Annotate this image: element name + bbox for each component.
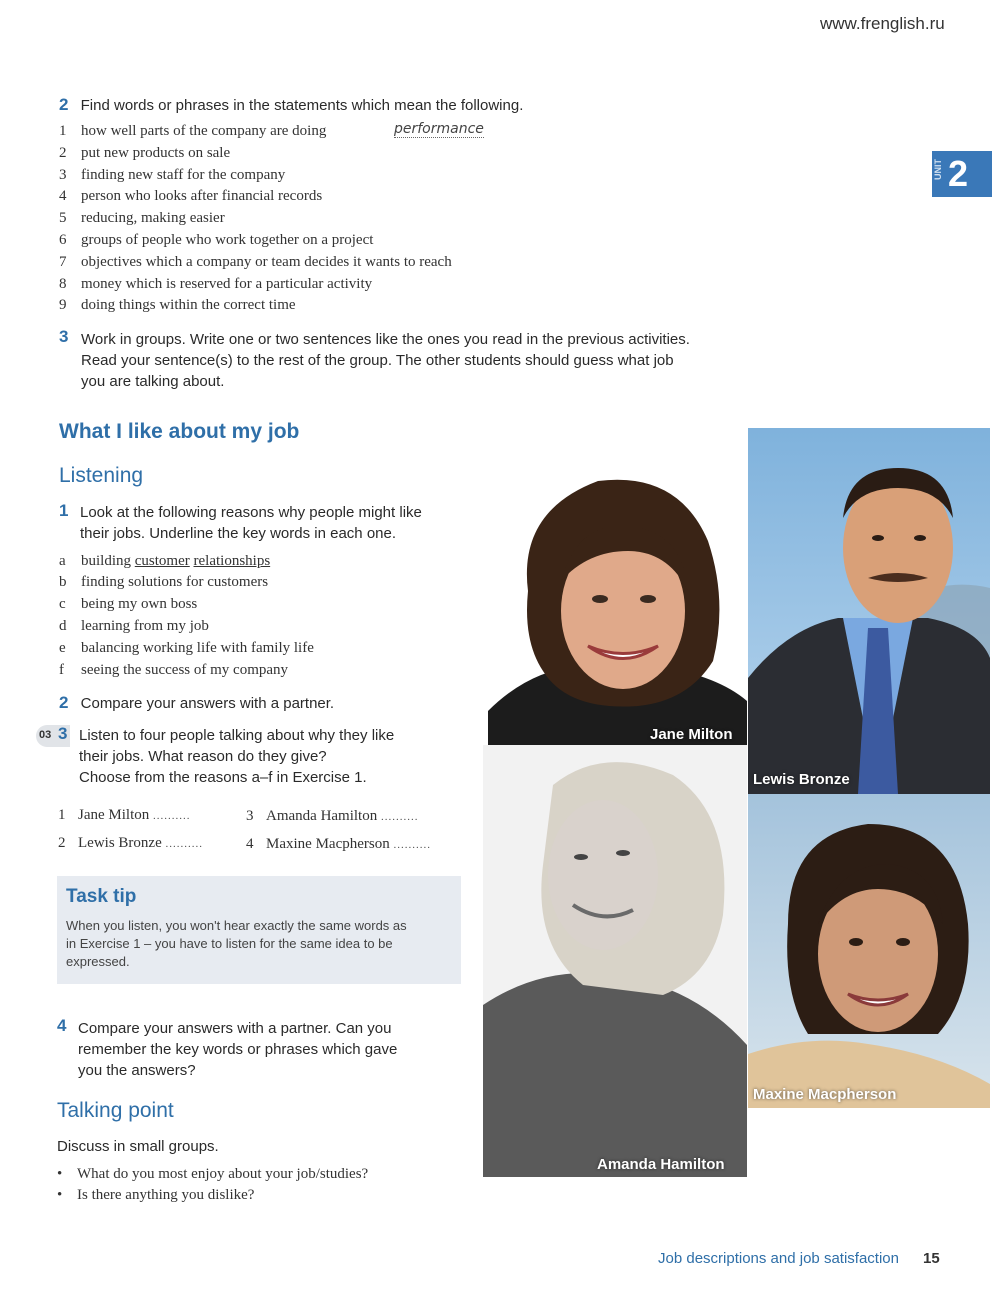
l1-item-b: b finding solutions for customers (59, 574, 269, 590)
bullet-icon: • (57, 1166, 63, 1182)
ex2-instruction: Find words or phrases in the statements which mean the following. (80, 97, 524, 114)
section-title: What I like about my job (59, 420, 300, 443)
l4-text: Compare your answers with a partner. Can you remember the key words or phrases which gave you the answers? (78, 1020, 398, 1079)
photo-lewis-bronze (748, 428, 990, 794)
unit-tab-label: UNIT (933, 159, 943, 180)
ex2-item-2: 2 put new products on sale (59, 145, 231, 161)
l3-person-2: 2 Lewis Bronze .......... (58, 835, 203, 851)
task-tip-title: Task tip (66, 886, 137, 907)
ex2-number: 2 (59, 95, 69, 114)
caption-maxine-macpherson: Maxine Macpherson (753, 1086, 897, 1103)
l1-item-d: d learning from my job (59, 618, 209, 634)
bullet-icon: • (57, 1187, 63, 1203)
l3-person-4: 4 Maxine Macpherson .......... (246, 836, 431, 852)
l1-item-e: e balancing working life with family life (59, 640, 314, 656)
site-url: www.frenglish.ru (820, 14, 945, 33)
footer-title: Job descriptions and job satisfaction (658, 1250, 899, 1267)
l4-number: 4 (57, 1016, 67, 1035)
portrait-maxine (748, 794, 990, 1108)
talking-point-bullet-2: • Is there anything you dislike? (57, 1187, 255, 1203)
ex2-item-9: 9 doing things within the correct time (59, 297, 296, 313)
ex2-item-7: 7 objectives which a company or team decides it wants to reach (59, 254, 452, 270)
l1-text: Look at the following reasons why people might like their jobs. Underline the key words in each one. (80, 504, 422, 542)
caption-amanda-hamilton: Amanda Hamilton (597, 1156, 725, 1173)
track-number: 03 (39, 729, 52, 741)
portrait-amanda (483, 745, 747, 1177)
l1-item-c: c being my own boss (59, 596, 198, 612)
l3-person-3: 3 Amanda Hamilton .......... (246, 808, 419, 824)
ex2-item-3: 3 finding new staff for the company (59, 167, 286, 183)
ex2-answer-1: performance (394, 121, 484, 137)
l3-number: 3 (58, 724, 68, 743)
task-tip-text: When you listen, you won't hear exactly the same words as in Exercise 1 – you have to listen for the same idea to be expressed. (66, 918, 407, 969)
l3-person-1: 1 Jane Milton .......... (58, 807, 191, 823)
underlined-word: customer (134, 553, 190, 569)
ex2-item-4: 4 person who looks after financial records (59, 188, 323, 204)
talking-point-bullet-1: • What do you most enjoy about your job/studies? (57, 1166, 369, 1182)
ex2-item-6: 6 groups of people who work together on a project (59, 232, 374, 248)
caption-lewis-bronze: Lewis Bronze (753, 771, 850, 788)
l1-item-f: f seeing the success of my company (59, 662, 289, 678)
talking-point-title: Talking point (57, 1099, 174, 1122)
ex3-text: Work in groups. Write one or two sentences like the ones you read in the previous activities. Read your sentence(s) to the rest of the group. The other students should guess what job you are talking about. (81, 331, 690, 390)
page-number: 15 (923, 1250, 940, 1267)
listening-title: Listening (59, 464, 144, 487)
l2-text: 2 Compare your answers with a partner. (59, 693, 335, 712)
ex2-item-5: 5 reducing, making easier (59, 210, 225, 226)
ex2-item-8: 8 money which is reserved for a particular activity (59, 276, 373, 292)
l3-text: Listen to four people talking about why they like their jobs. What reason do they give? Choose from the reasons a–f in Exercise 1. (79, 727, 395, 786)
portrait-lewis (748, 428, 990, 794)
portrait-jane (488, 471, 747, 745)
unit-tab-number: 2 (948, 153, 969, 194)
l1-item-a: a building customer relationships (59, 553, 271, 569)
l1-number: 1 (59, 501, 69, 520)
photo-amanda-hamilton (483, 745, 747, 1177)
ex2-item-1: 1 how well parts of the company are doing (59, 123, 327, 139)
unit-tab (932, 151, 992, 197)
talking-point-instruction: Discuss in small groups. (57, 1138, 219, 1155)
ex3-number: 3 (59, 327, 69, 346)
ex2-heading (59, 94, 523, 116)
underlined-word: relationships (193, 553, 271, 569)
photo-maxine-macpherson (748, 794, 990, 1108)
photo-jane-milton (488, 471, 747, 745)
caption-jane-milton: Jane Milton (650, 726, 733, 743)
task-tip-box (57, 876, 461, 984)
